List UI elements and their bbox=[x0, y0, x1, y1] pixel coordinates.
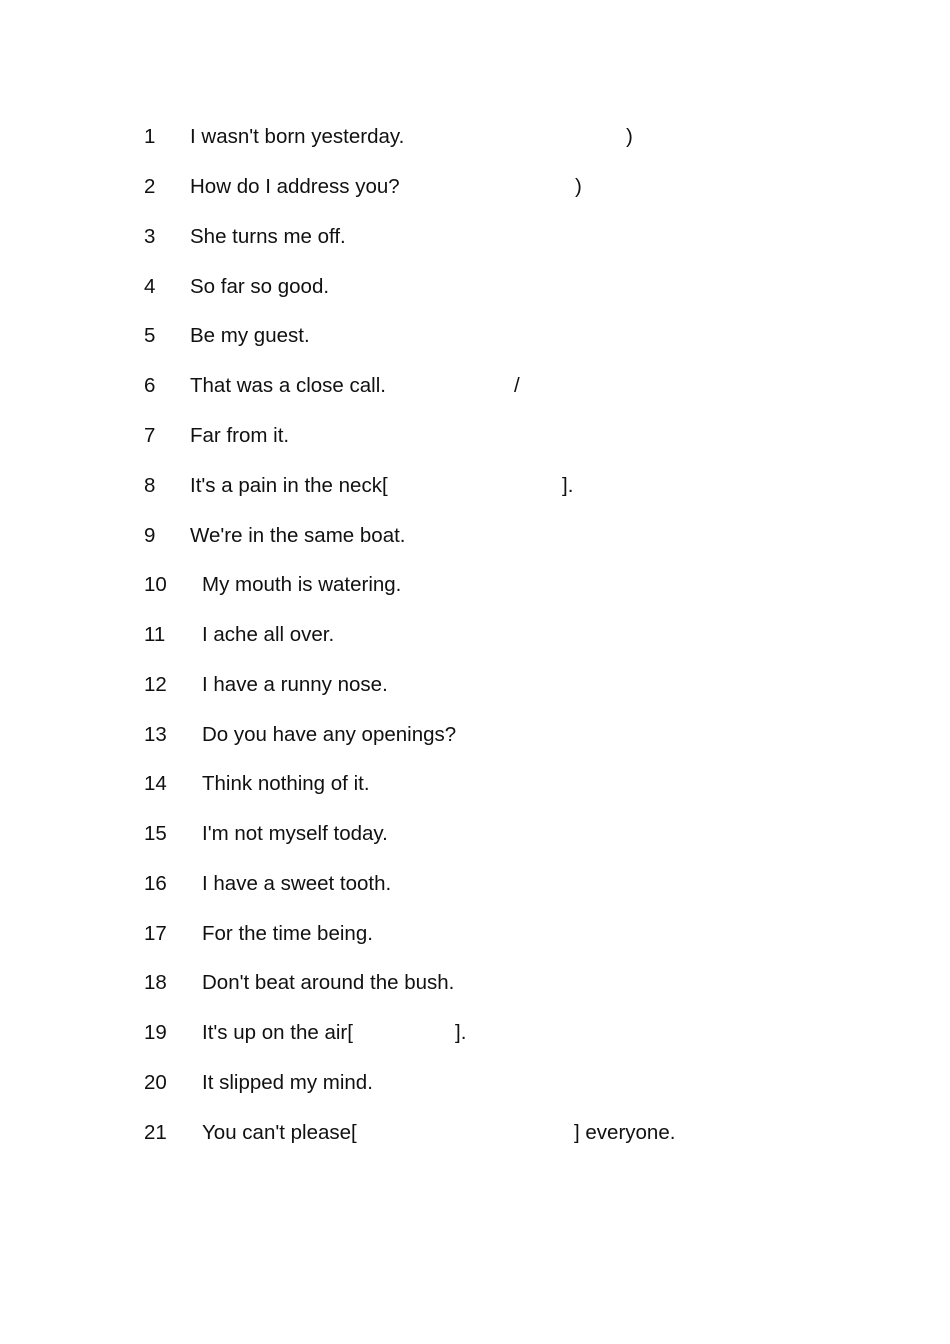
item-text: I wasn't born yesterday. bbox=[190, 125, 405, 148]
item-text: She turns me off. bbox=[190, 225, 346, 248]
item-text: Do you have any openings? bbox=[202, 723, 457, 746]
item-text-trailing: / bbox=[514, 374, 520, 397]
list-item bbox=[0, 1068, 950, 1098]
list-item bbox=[0, 769, 950, 799]
list-item bbox=[0, 819, 950, 849]
item-text: I have a sweet tooth. bbox=[202, 872, 392, 895]
item-text: Be my guest. bbox=[190, 324, 310, 347]
item-text-trailing: ]. bbox=[562, 474, 574, 497]
item-text-trailing: ]. bbox=[455, 1021, 467, 1044]
list-item bbox=[0, 272, 950, 302]
item-text: For the time being. bbox=[202, 922, 373, 945]
item-number: 7 bbox=[144, 424, 156, 447]
list-item bbox=[0, 720, 950, 750]
item-number: 2 bbox=[144, 175, 156, 198]
item-text: Far from it. bbox=[190, 424, 290, 447]
item-text: Think nothing of it. bbox=[202, 772, 370, 795]
item-number: 4 bbox=[144, 275, 156, 298]
item-number: 9 bbox=[144, 524, 156, 547]
item-number: 3 bbox=[144, 225, 156, 248]
list-item bbox=[0, 122, 950, 152]
item-text-trailing: ] everyone. bbox=[574, 1121, 676, 1144]
list-item bbox=[0, 1018, 950, 1048]
list-item bbox=[0, 919, 950, 949]
list-item bbox=[0, 521, 950, 551]
item-number: 19 bbox=[144, 1021, 167, 1044]
item-text: It's up on the air[ bbox=[202, 1021, 353, 1044]
list-item bbox=[0, 371, 950, 401]
list-item bbox=[0, 471, 950, 501]
list-item bbox=[0, 222, 950, 252]
item-text: It slipped my mind. bbox=[202, 1071, 373, 1094]
item-text: My mouth is watering. bbox=[202, 573, 402, 596]
item-text: That was a close call. bbox=[190, 374, 386, 397]
item-number: 12 bbox=[144, 673, 167, 696]
item-number: 5 bbox=[144, 324, 156, 347]
item-text-trailing: ) bbox=[575, 175, 582, 198]
item-text: You can't please[ bbox=[202, 1121, 357, 1144]
item-number: 16 bbox=[144, 872, 167, 895]
item-number: 20 bbox=[144, 1071, 167, 1094]
item-text: We're in the same boat. bbox=[190, 524, 406, 547]
item-number: 15 bbox=[144, 822, 167, 845]
item-number: 21 bbox=[144, 1121, 167, 1144]
item-number: 11 bbox=[144, 623, 166, 646]
item-number: 13 bbox=[144, 723, 167, 746]
item-text: I ache all over. bbox=[202, 623, 335, 646]
list-item bbox=[0, 620, 950, 650]
list-item bbox=[0, 421, 950, 451]
item-text: Don't beat around the bush. bbox=[202, 971, 455, 994]
item-number: 10 bbox=[144, 573, 167, 596]
item-number: 8 bbox=[144, 474, 156, 497]
item-number: 6 bbox=[144, 374, 156, 397]
item-text-trailing: ) bbox=[626, 125, 633, 148]
list-item bbox=[0, 1118, 950, 1148]
item-text: It's a pain in the neck[ bbox=[190, 474, 388, 497]
list-item bbox=[0, 968, 950, 998]
item-number: 1 bbox=[144, 125, 156, 148]
list-item bbox=[0, 869, 950, 899]
list-item bbox=[0, 670, 950, 700]
item-number: 14 bbox=[144, 772, 167, 795]
list-item bbox=[0, 570, 950, 600]
list-item bbox=[0, 321, 950, 351]
item-number: 17 bbox=[144, 922, 167, 945]
item-number: 18 bbox=[144, 971, 167, 994]
item-text: So far so good. bbox=[190, 275, 330, 298]
item-text: How do I address you? bbox=[190, 175, 400, 198]
list-item bbox=[0, 172, 950, 202]
item-text: I have a runny nose. bbox=[202, 673, 388, 696]
item-text: I'm not myself today. bbox=[202, 822, 388, 845]
